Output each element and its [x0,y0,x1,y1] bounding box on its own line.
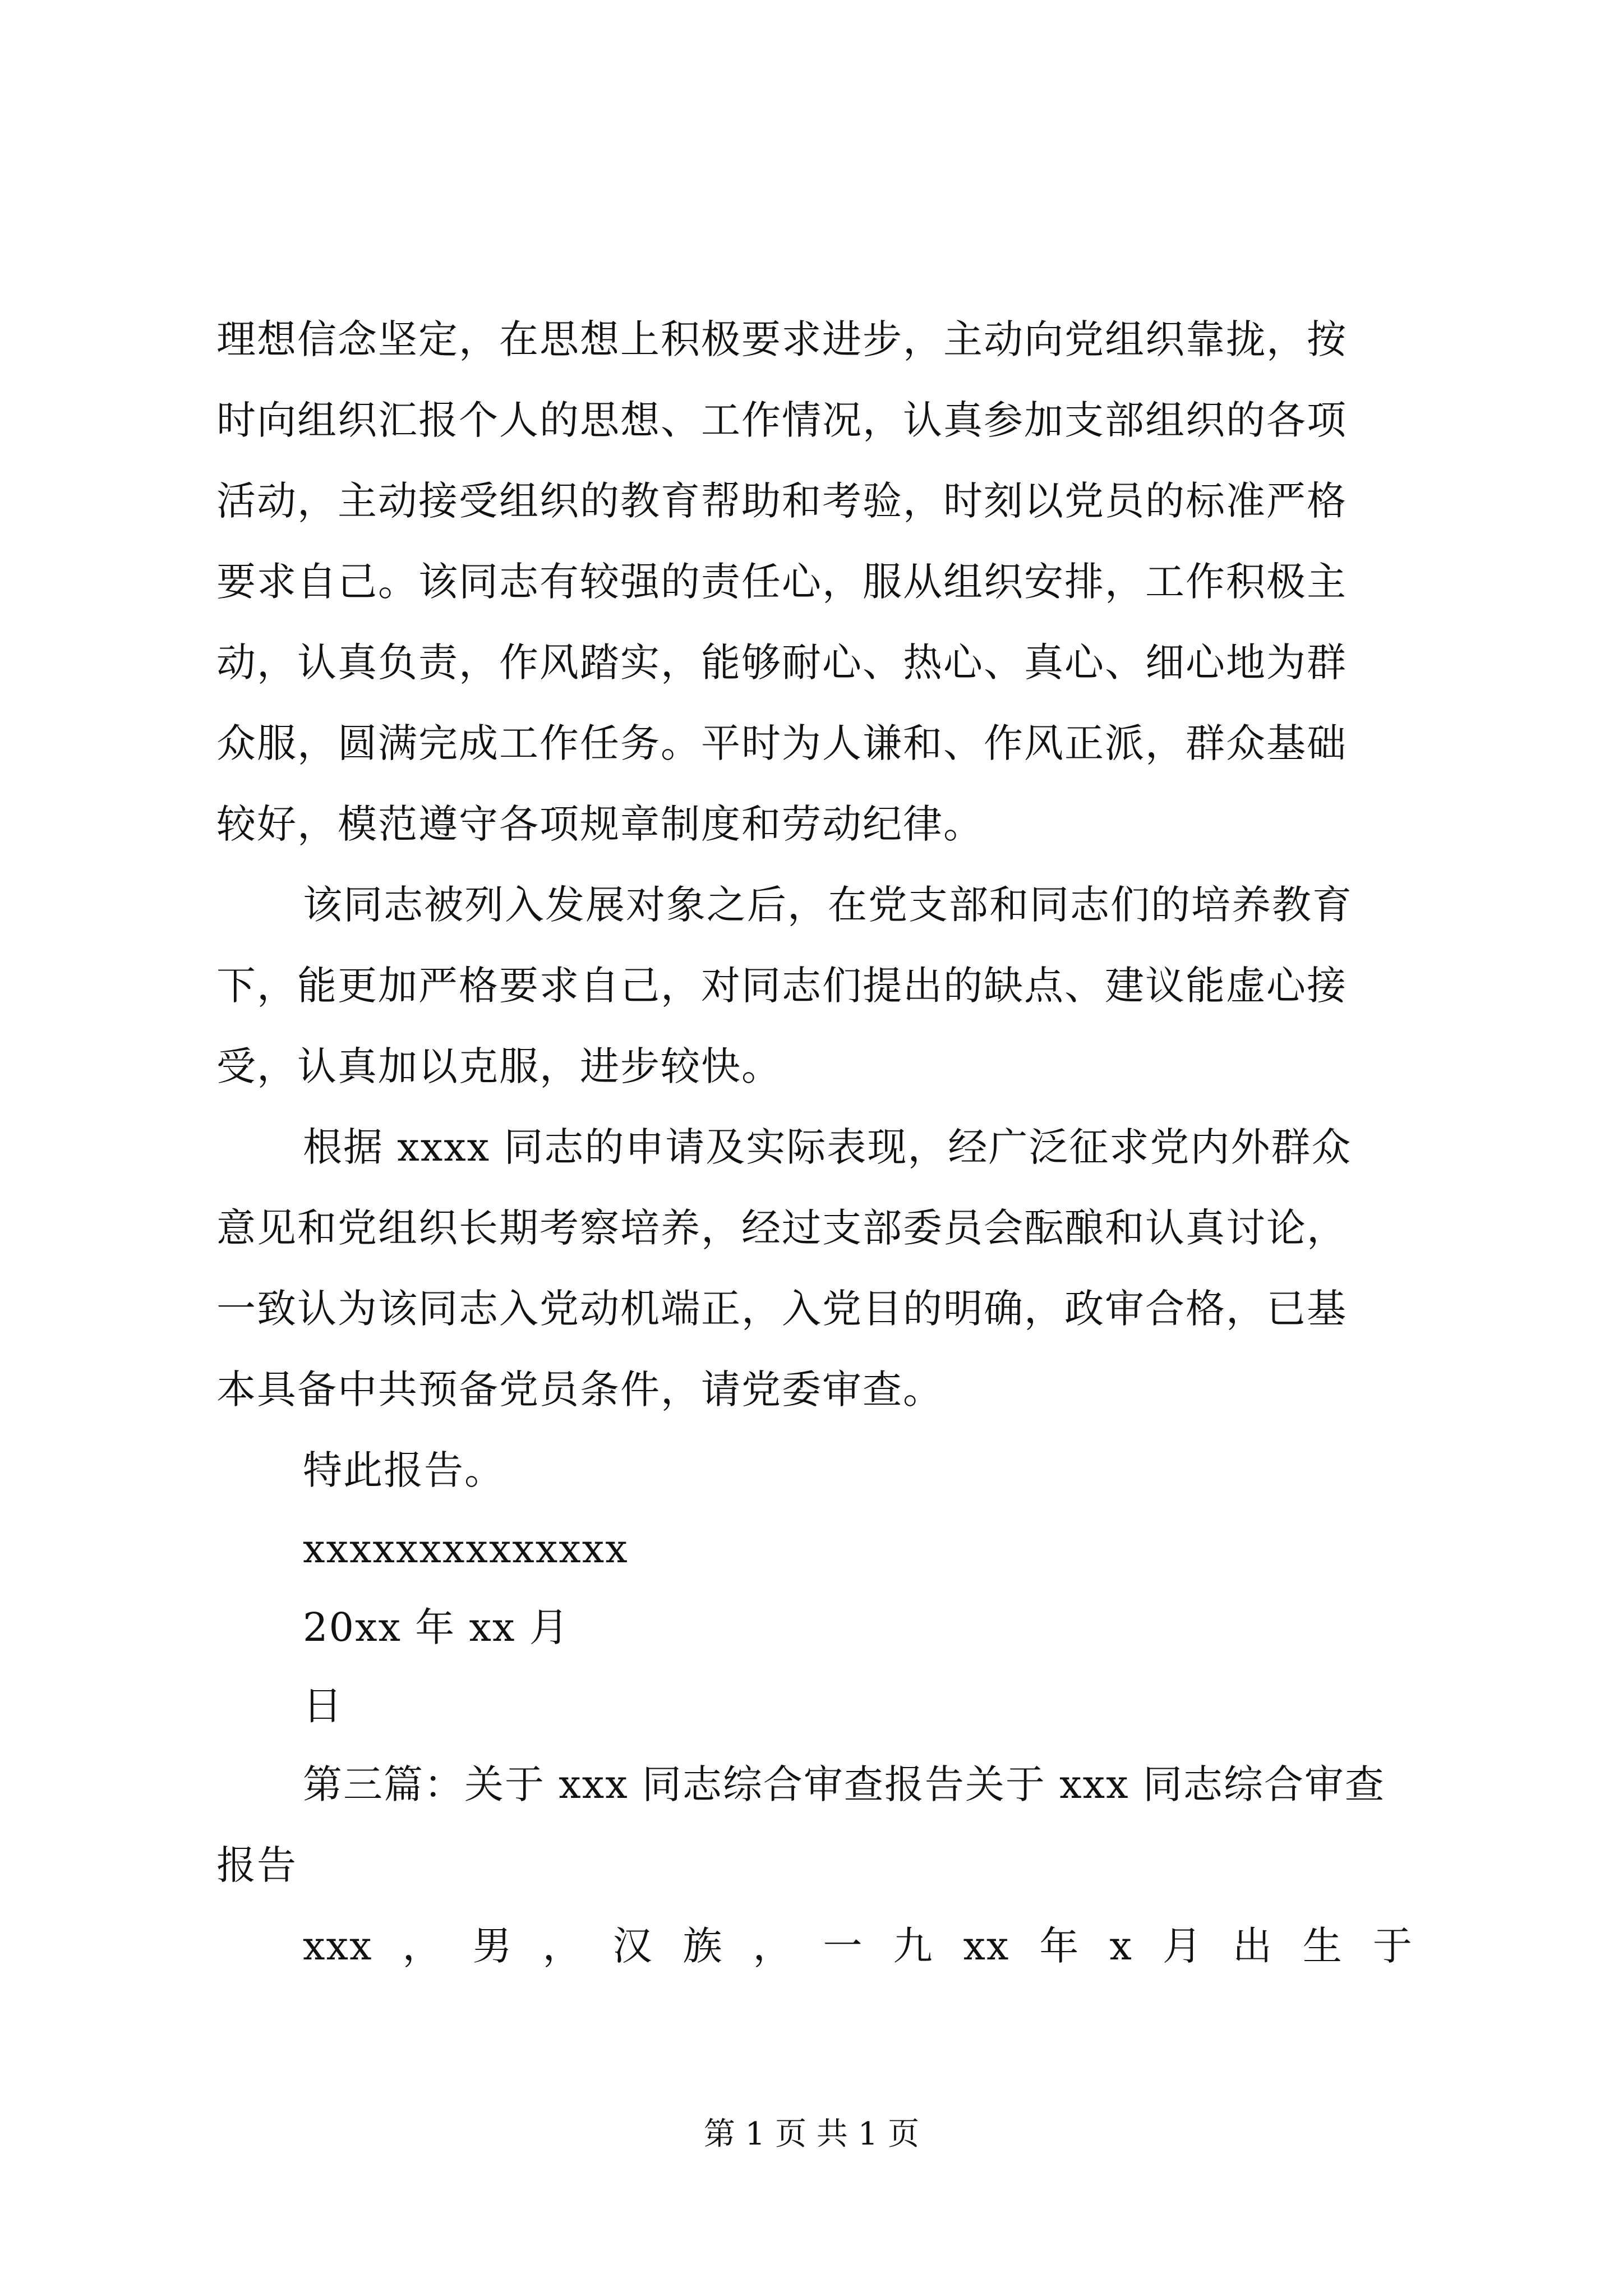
justified-line [303,1921,1413,1971]
token: ， [542,1923,583,1969]
text-line: 活动，主动接受组织的教育帮助和考验，时刻以党员的标准严格 [216,478,1347,524]
closing-text: 特此报告。 [303,1447,505,1493]
text-line: 受，认真加以克服，进步较快。 [216,1043,782,1089]
token: 九 [893,1923,934,1969]
date-day-text: 日 [303,1683,343,1729]
token: xx [963,1923,1010,1969]
token: 族 [683,1923,723,1969]
text-line: 该同志被列入发展对象之后，在党支部和同志们的培养教育 [303,882,1353,928]
text-line: 下，能更加严格要求自己，对同志们提出的缺点、建议能虚心接 [216,963,1347,1009]
token: 于 [1372,1923,1413,1969]
text-line: 较好，模范遵守各项规章制度和劳动纪律。 [216,801,984,847]
text-line: 动，认真负责，作风踏实，能够耐心、热心、真心、细心地为群 [216,639,1347,685]
token: ， [402,1923,443,1969]
token: 月 [1162,1923,1203,1969]
token: ， [753,1923,794,1969]
text-line: 根据 xxxx 同志的申请及实际表现，经广泛征求党内外群众 [303,1124,1352,1170]
token: 年 [1039,1923,1080,1969]
token: 一 [823,1923,864,1969]
token: xxx [303,1923,373,1969]
date-text: 20xx 年 xx 月 [303,1604,570,1650]
token: 汉 [612,1923,653,1969]
text-line: 一致认为该同志入党动机端正，入党目的明确，政审合格，已基 [216,1286,1347,1332]
section-title-continued: 报告 [216,1842,297,1888]
token: 出 [1232,1923,1273,1969]
section-title: 第三篇：关于 xxx 同志综合审查报告关于 xxx 同志综合审查 [303,1761,1385,1807]
text-line: 时向组织汇报个人的思想、工作情况，认真参加支部组织的各项 [216,397,1347,443]
text-line: 理想信念坚定，在思想上积极要求进步，主动向党组织靠拢，按 [216,316,1347,362]
text-line: 要求自己。该同志有较强的责任心，服从组织安排，工作积极主 [216,559,1347,605]
token: 生 [1302,1923,1343,1969]
text-line: 本具备中共预备党员条件，请党委审查。 [216,1366,943,1412]
text-line: 众服，圆满完成工作任务。平时为人谦和、作风正派，群众基础 [216,720,1347,766]
token: x [1109,1923,1133,1969]
token: 男 [472,1923,513,1969]
signer-text: xxxxxxxxxxxxxx [303,1526,629,1572]
page-number-footer: 第 1 页 共 1 页 [703,2116,920,2152]
text-line: 意见和党组织长期考察培养，经过支部委员会酝酿和认真讨论， [216,1205,1347,1251]
